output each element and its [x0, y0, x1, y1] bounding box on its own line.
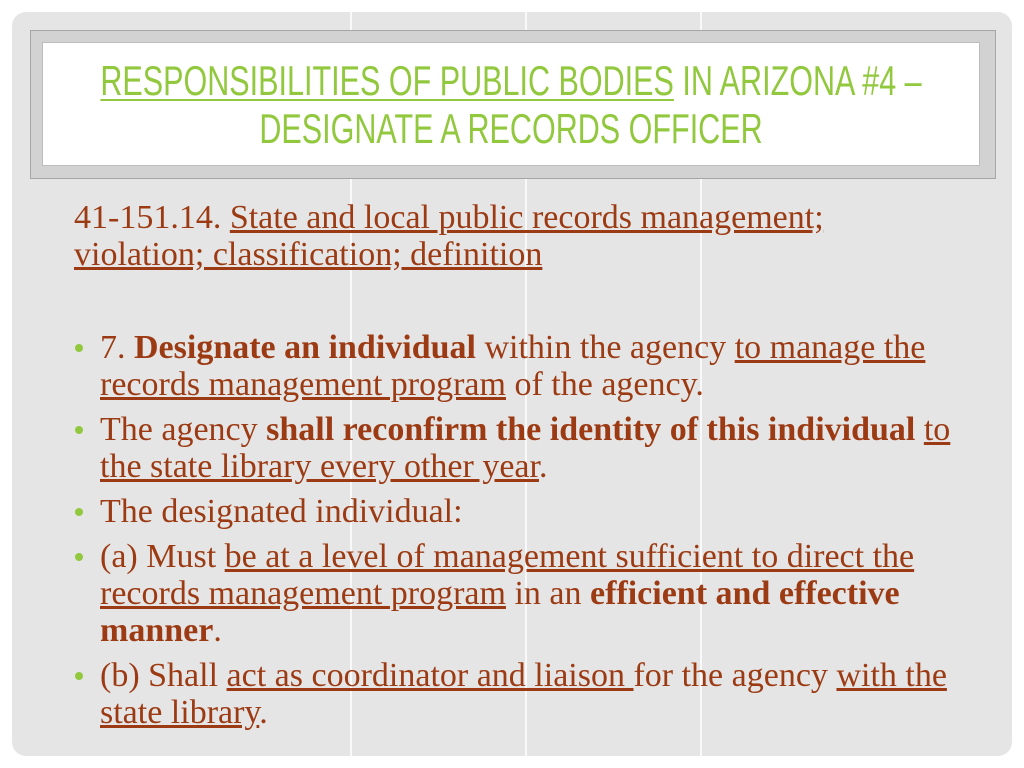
bullet-item	[74, 538, 960, 649]
bullet-bold-text: Designate an individual	[134, 329, 476, 366]
bullet-bold-text: shall reconfirm the identity of this individual	[266, 411, 924, 448]
bullet-text: .	[213, 612, 222, 649]
bullet-bold-text: efficient and effective manner	[100, 575, 900, 649]
bullet-marker	[75, 344, 83, 352]
bullet-underlined-text: to the state library every other year	[100, 411, 951, 485]
bullet-text: The agency	[100, 411, 267, 448]
title-underlined-text: RESPONSIBILITIES OF PUBLIC BODIES	[100, 57, 674, 104]
bullet-marker	[75, 553, 83, 561]
title-frame	[30, 30, 996, 179]
bullet-list	[74, 329, 960, 739]
bullet-text: The designated individual:	[100, 493, 463, 530]
bullet-underlined-text: to manage the records management program	[100, 329, 926, 403]
bullet-item	[74, 411, 960, 485]
bullet-underlined-text: with the state library	[100, 657, 947, 731]
statute-number: 41-151.14.	[74, 199, 230, 236]
bullet-item	[74, 329, 960, 403]
bullet-marker	[75, 672, 83, 680]
statute-citation	[74, 199, 954, 273]
bullet-underlined-text: act as coordinator and liaison	[226, 657, 634, 694]
bullet-marker	[75, 508, 83, 516]
bullet-text: 7.	[100, 329, 134, 366]
bullet-marker	[75, 426, 83, 434]
bullet-text: in an	[505, 575, 590, 612]
bullet-text: .	[259, 694, 268, 731]
bullet-underlined-text: be at a level of management sufficient to direct the records management program	[100, 538, 915, 612]
bullet-item	[74, 493, 960, 530]
bullet-text: of the agency.	[505, 366, 704, 403]
title-line-2: DESIGNATE A RECORDS OFFICER	[259, 105, 763, 152]
bullet-item	[74, 657, 960, 731]
bullet-text: (a) Must	[100, 538, 225, 575]
title-number: #4 –	[862, 57, 922, 104]
statute-heading: State and local public records management; violation; classification; definition	[74, 199, 824, 273]
slide-title	[82, 57, 940, 153]
bullet-text: .	[538, 448, 548, 485]
title-text-middle: IN ARIZONA	[673, 57, 863, 104]
title-box	[42, 42, 980, 166]
bullet-text: (b) Shall	[100, 657, 227, 694]
bullet-text: within the agency	[475, 329, 735, 366]
bullet-text: for the agency	[633, 657, 837, 694]
